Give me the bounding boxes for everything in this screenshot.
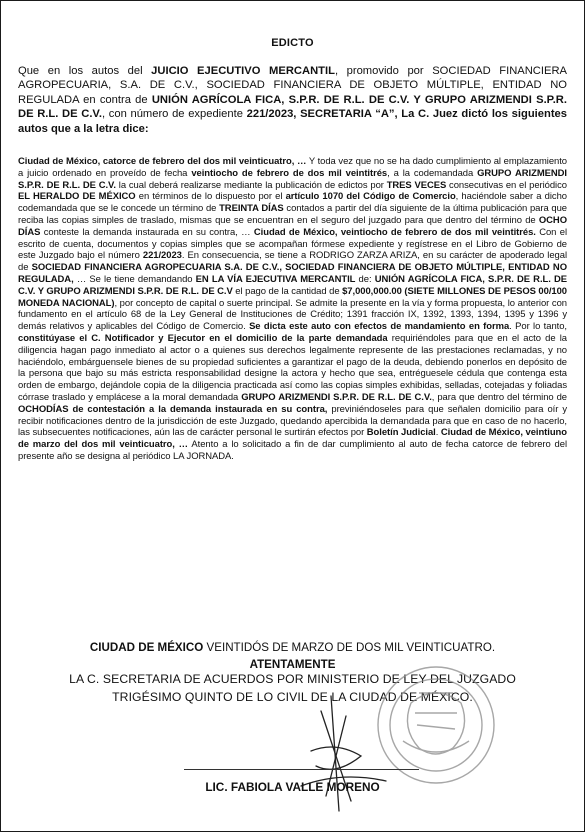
closing-date: VEINTIDÓS DE MARZO DE DOS MIL VEINTICUATRO. [203, 641, 496, 654]
text-run: , con número de expediente [101, 108, 247, 121]
bold-run: OCHODÍAS de contestación a la demanda instaurada en su contra, [18, 403, 328, 415]
text-run: . En consecuencia, se tiene a RODRIGO ZARZA ARIZA, en su carácter de apoderado legal de [18, 250, 567, 274]
body-paragraph [18, 156, 567, 463]
bold-run: Boletín Judicial [366, 427, 436, 439]
text-run: . [435, 427, 441, 439]
bold-run: veintiocho de febrero de dos mil veintitrés [191, 167, 388, 179]
text-run: consecutivas en el periódico [446, 179, 567, 191]
bold-run: Se dicta este auto con efectos de mandamiento en forma [249, 321, 510, 333]
text-run: requiriéndoles para que en el acto de la diligencia hagan pago inmediato al actor o a quienes sus derechos legalmente represente de las prestaciones reclamadas, y no haciéndolo, embárguensele bienes de su propiedad suficientes a garantizar el pago de la deuda, debiendo ponerlos en depósito de la persona que bajo su más estricta responsabilidad designe la actora y hecho que sea, entréguesele cédula que contenga esta orden de embargo, dejándole copia de la diligencia practicada así como las copias simples exhibidas, selladas, cotejadas y foliadas córrase traslado y emplácese a la moral demandada [18, 332, 567, 403]
bold-run: GRUPO ARIZMENDI S.P.R. DE R.L. DE C.V. [241, 391, 432, 403]
bold-run: artículo 1070 del Código de Comercio [285, 191, 456, 203]
bold-run: EN LA VÍA EJECUTIVA MERCANTIL [195, 273, 356, 285]
text-run: Que en los autos del [18, 65, 152, 77]
text-run: . Por lo tanto, [509, 321, 567, 333]
secretary-line-2: TRIGÉSIMO QUINTO DE LO CIVIL DE LA CIUDAD DE MÉXICO. [112, 689, 473, 704]
bold-run: 221/2023 [142, 250, 182, 262]
text-run: , haciéndole saber a dicho codemandada que se le concede un término de [18, 191, 567, 215]
text-run: contados a partir del día siguiente de la última publicación para que reciba las copias simples de traslado, mismas que se encuentran en el seguro del juzgado para que dentro del término de [18, 203, 567, 226]
text-run: Y toda vez que no se ha dado cumplimiento al emplazamiento a juicio ordenado en proveído de fecha [18, 156, 567, 179]
bold-run: $7,000,000.00 (SIETE MILLONES DE PESOS 00/100 MONEDA NACIONAL) [18, 285, 567, 309]
bold-run: UNIÓN AGRÍCOLA FICA, S.P.R. DE R.L. DE C.V. Y GRUPO ARIZMENDI S.P.R. DE R.L. DE C.V [18, 273, 568, 297]
text-run: previniéndoseles para que señalen domicilio para oír y recibir notificaciones dentro de la jurisdicción de este Juzgado, quedando apercibida la demandada para que en caso de no hacerlo, las subsecuentes notificaciones, aún las de carácter personal le surtirán efectos por [18, 403, 567, 439]
secretary-line-1: LA C. SECRETARIA DE ACUERDOS POR MINISTERIO DE LEY DEL JUZGADO [69, 672, 516, 686]
text-run: de: [355, 273, 375, 285]
text-run: … Se le tiene demandando [73, 273, 196, 285]
bold-run: JUICIO EJECUTIVO MERCANTIL [151, 65, 335, 77]
text-run: , a la codemandada [387, 167, 478, 179]
bold-run: UNIÓN AGRÍCOLA FICA, S.P.R. DE R.L. DE C.V. Y GRUPO ARIZMENDI S.P.R. DE R.L. DE C.V. [18, 93, 567, 121]
text-run: Atento a lo solicitado a fin de dar cumplimiento al auto de fecha catorce de febrero del presente año se designa al periódico LA JORNADA. [18, 439, 567, 462]
text-run: el pago de la cantidad de [232, 285, 343, 297]
bold-run: EL HERALDO DE MÉXICO [18, 191, 136, 203]
text-run: , promovido por SOCIEDAD FINANCIERA AGROPECUARIA, S.A. DE C.V., SOCIEDAD FINANCIERA DE OBJETO MÚLTIPLE, ENTIDAD NO REGULADA en contra de [18, 65, 568, 106]
signature-image [291, 691, 411, 821]
bold-run: Ciudad de México, veintiocho de febrero de dos mil veintitrés. [253, 226, 536, 238]
bold-run: constitúyase el C. Notificador y Ejecutor en el domicilio de la parte demandada [18, 332, 388, 344]
document-title: EDICTO [271, 37, 314, 49]
text-run: la cual deberá realizarse mediante la publicación de edictos por [115, 179, 387, 191]
bold-run: GRUPO ARIZMENDI S.P.R. DE R.L. DE C.V. [18, 167, 567, 191]
text-run: conteste la demanda instaurada en su contra, … [40, 226, 254, 238]
bold-run: TREINTA DÍAS [219, 203, 284, 215]
bold-run: TRES VECES [386, 179, 447, 191]
text-run: en términos de lo dispuesto por el [135, 191, 286, 203]
bold-run: 221/2023, SECRETARIA “A”, La C. Juez dictó los siguientes autos que a la letra dice: [18, 108, 567, 135]
signature-line [184, 769, 419, 770]
closing-regards: ATENTAMENTE [249, 658, 336, 671]
bold-run: Ciudad de México, veintiuno de marzo del dos mil veinticuatro, … [18, 427, 567, 451]
text-run: , para que dentro del término de [431, 391, 567, 403]
bold-run: OCHO DÍAS [18, 214, 567, 238]
text-run: , por concepto de capital o suerte principal. Se admite la presente en la vía y forma propuesta, lo anterior con fundamento en el artículo 68 de la Ley General de Instituciones de Crédito; 1391 fracción IX, 1392, 1393, 1394, 1395 y 1396 y demás relativos y aplicables del Código de Comercio. [18, 297, 567, 333]
intro-paragraph [18, 64, 567, 136]
signer-name: LIC. FABIOLA VALLE MORENO [205, 780, 380, 794]
bold-run: Ciudad de México, catorce de febrero del dos mil veinticuatro, … [18, 156, 307, 167]
bold-run: SOCIEDAD FINANCIERA AGROPECUARIA S.A. DE C.V., SOCIEDAD FINANCIERA DE OBJETO MÚLTIPLE, ENTIDAD NO REGULADA, [18, 262, 567, 285]
closing-place: CIUDAD DE MÉXICO [89, 641, 204, 654]
text-run: Con el escrito de cuenta, documentos y copias simples que se acompañan fórmese expediente y regístrese en el Libro de Gobierno de este Juzgado bajo el número [18, 226, 567, 262]
